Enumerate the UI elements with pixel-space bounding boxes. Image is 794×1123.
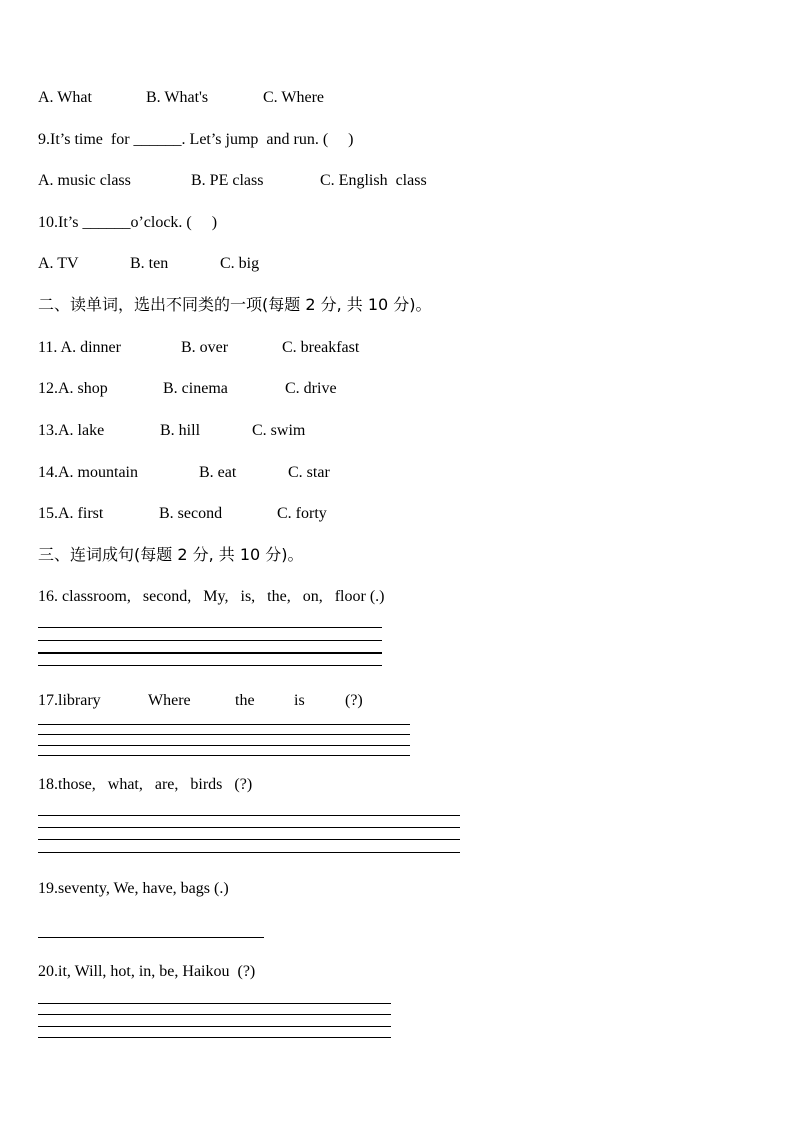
- q15-option-c: C. forty: [277, 505, 327, 522]
- q9-option-a: A. music class: [38, 172, 131, 189]
- q8-option-b: B. What's: [146, 89, 209, 106]
- q11-option-b: B. over: [181, 339, 229, 356]
- q16-answer-line-4: [38, 665, 382, 666]
- q19-answer-line: [38, 937, 264, 938]
- q15-option-b: B. second: [159, 505, 223, 522]
- q14-option-c: C. star: [288, 464, 330, 481]
- q17-answer-line-1: [38, 724, 410, 725]
- q8-option-c: C. Where: [263, 89, 325, 106]
- q8-option-a: A. What: [38, 89, 92, 106]
- q10-option-b: B. ten: [130, 255, 169, 272]
- q17-word-1: 17.library: [38, 692, 101, 709]
- q18-answer-line-4: [38, 852, 460, 853]
- q17-answer-line-2: [38, 734, 410, 735]
- q12-option-b: B. cinema: [163, 380, 228, 397]
- q9-stem: 9.It’s time for ______. Let’s jump and run. ( ): [38, 131, 354, 148]
- q14-option-b: B. eat: [199, 464, 237, 481]
- q20-answer-line-2: [38, 1014, 391, 1015]
- q20-prompt: 20.it, Will, hot, in, be, Haikou (?): [38, 963, 256, 980]
- q20-answer-line-1: [38, 1003, 391, 1004]
- q16-answer-line-1: [38, 627, 382, 628]
- q11-option-c: C. breakfast: [282, 339, 360, 356]
- q17-word-2: Where: [148, 692, 191, 709]
- q10-option-a: A. TV: [38, 255, 79, 272]
- q10-option-c: C. big: [220, 255, 260, 272]
- q17-answer-line-4: [38, 755, 410, 756]
- q12-option-c: C. drive: [285, 380, 337, 397]
- q11-option-a: 11. A. dinner: [38, 339, 121, 356]
- q17-word-5: (?): [345, 692, 363, 709]
- section2-title: 二、读单词，选出不同类的一项(每题 2 分, 共 10 分)。: [38, 295, 432, 314]
- q20-answer-line-3: [38, 1026, 391, 1027]
- q10-stem: 10.It’s ______o’clock. ( ): [38, 214, 218, 231]
- q18-answer-line-3: [38, 839, 460, 840]
- q16-answer-line-3: [38, 652, 382, 654]
- q12-option-a: 12.A. shop: [38, 380, 108, 397]
- q18-prompt: 18.those, what, are, birds (?): [38, 776, 253, 793]
- q15-option-a: 15.A. first: [38, 505, 104, 522]
- q14-option-a: 14.A. mountain: [38, 464, 138, 481]
- q17-word-4: is: [294, 692, 305, 709]
- q18-answer-line-1: [38, 815, 460, 816]
- section3-title: 三、连词成句(每题 2 分, 共 10 分)。: [38, 545, 304, 564]
- q9-option-b: B. PE class: [191, 172, 264, 189]
- q13-option-a: 13.A. lake: [38, 422, 105, 439]
- q9-option-c: C. English class: [320, 172, 427, 189]
- q13-option-b: B. hill: [160, 422, 201, 439]
- q19-prompt: 19.seventy, We, have, bags (.): [38, 880, 229, 897]
- q18-answer-line-2: [38, 827, 460, 828]
- q13-option-c: C. swim: [252, 422, 306, 439]
- q16-answer-line-2: [38, 640, 382, 641]
- q17-word-3: the: [235, 692, 255, 709]
- q20-answer-line-4: [38, 1037, 391, 1038]
- q17-answer-line-3: [38, 745, 410, 746]
- q16-prompt: 16. classroom, second, My, is, the, on, floor (.): [38, 588, 385, 605]
